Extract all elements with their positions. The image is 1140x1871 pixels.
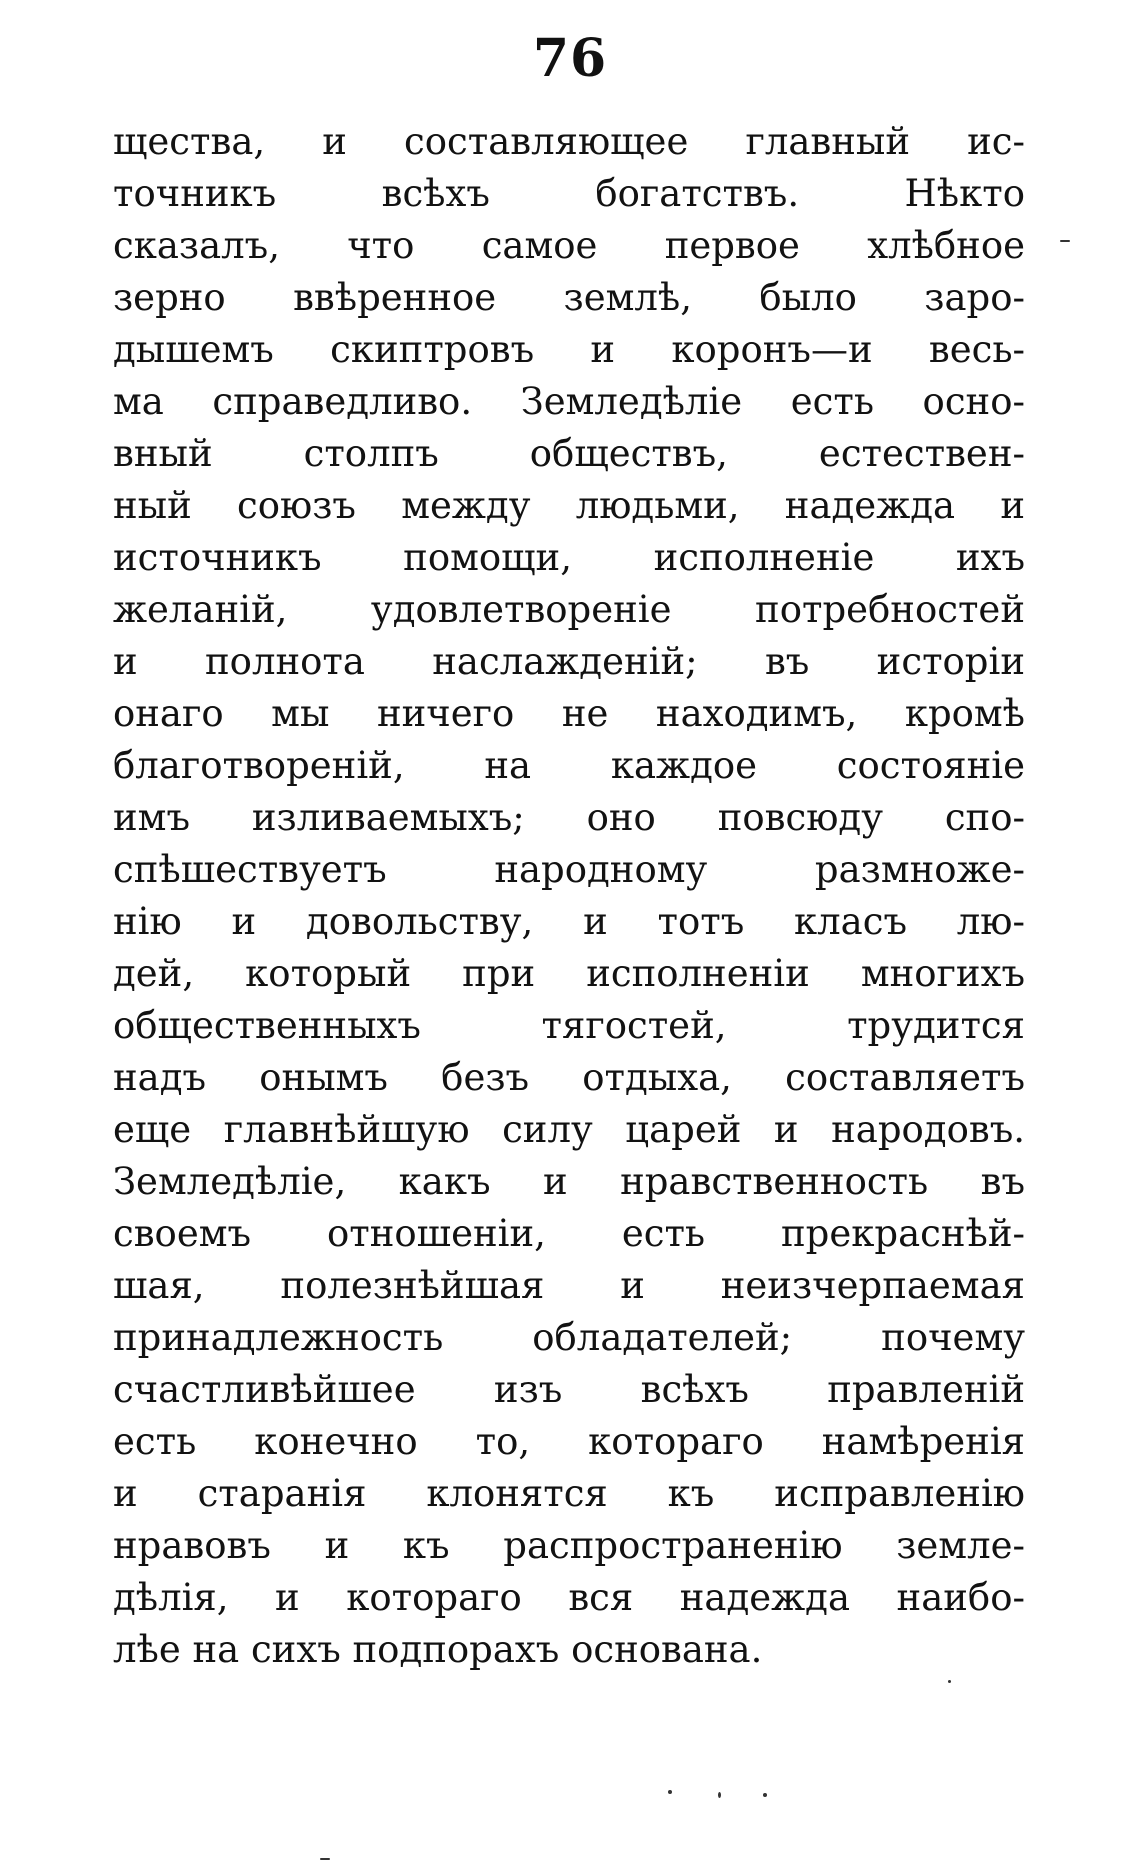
text-line: нію и довольству, и тотъ класъ лю- xyxy=(113,900,1025,943)
text-line: вный столпъ обществъ, естествен- xyxy=(113,432,1025,475)
body-text xyxy=(113,116,1025,1676)
scan-speck xyxy=(763,1793,767,1797)
text-line: дышемъ скиптровъ и коронъ—и весь- xyxy=(113,328,1025,371)
text-line: надъ онымъ безъ отдыха, составляетъ xyxy=(113,1056,1025,1099)
scan-speck xyxy=(1060,240,1070,242)
text-line: и полнота наслажденій; въ исторіи xyxy=(113,640,1025,683)
text-line-last: лѣе на сихъ подпорахъ основана. xyxy=(113,1628,763,1671)
text-line: дѣлія, и котораго вся надежда наибо- xyxy=(113,1576,1025,1619)
text-line: ма справедливо. Земледѣліе есть осно- xyxy=(113,380,1025,423)
text-line: щества, и составляющее главный ис- xyxy=(113,120,1025,163)
text-line: Земледѣліе, какъ и нравственность въ xyxy=(113,1160,1025,1203)
text-line: и старанія клонятся къ исправленію xyxy=(113,1472,1025,1515)
scan-speck xyxy=(718,1792,721,1798)
text-line: желаній, удовлетвореніе потребностей xyxy=(113,588,1025,631)
scan-speck xyxy=(948,1680,951,1683)
text-line: своемъ отношеніи, есть прекраснѣй- xyxy=(113,1212,1025,1255)
text-line: шая, полезнѣйшая и неизчерпаемая xyxy=(113,1264,1025,1307)
text-line: зерно ввѣренное землѣ, было заро- xyxy=(113,276,1025,319)
scan-speck xyxy=(668,1790,672,1794)
text-line: имъ изливаемыхъ; оно повсюду спо- xyxy=(113,796,1025,839)
text-line: сказалъ, что самое первое хлѣбное xyxy=(113,224,1025,267)
scan-speck xyxy=(320,1858,330,1860)
text-line: общественныхъ тягостей, трудится xyxy=(113,1004,1025,1047)
text-line: точникъ всѣхъ богатствъ. Нѣкто xyxy=(113,172,1025,215)
page-number: 76 xyxy=(532,28,608,89)
text-line: дей, который при исполненіи многихъ xyxy=(113,952,1025,995)
text-line: счастливѣйшее изъ всѣхъ правленій xyxy=(113,1368,1025,1411)
text-line: принадлежность обладателей; почему xyxy=(113,1316,1025,1359)
text-line: благотвореній, на каждое состояніе xyxy=(113,744,1025,787)
text-line: ный союзъ между людьми, надежда и xyxy=(113,484,1025,527)
text-line: еще главнѣйшую силу царей и народовъ. xyxy=(113,1108,1025,1151)
text-line: есть конечно то, котораго намѣренія xyxy=(113,1420,1025,1463)
text-line: онаго мы ничего не находимъ, кромѣ xyxy=(113,692,1025,735)
text-line: спѣшествуетъ народному размноже- xyxy=(113,848,1025,891)
text-line: нравовъ и къ распространенію земле- xyxy=(113,1524,1025,1567)
text-line: источникъ помощи, исполненіе ихъ xyxy=(113,536,1025,579)
